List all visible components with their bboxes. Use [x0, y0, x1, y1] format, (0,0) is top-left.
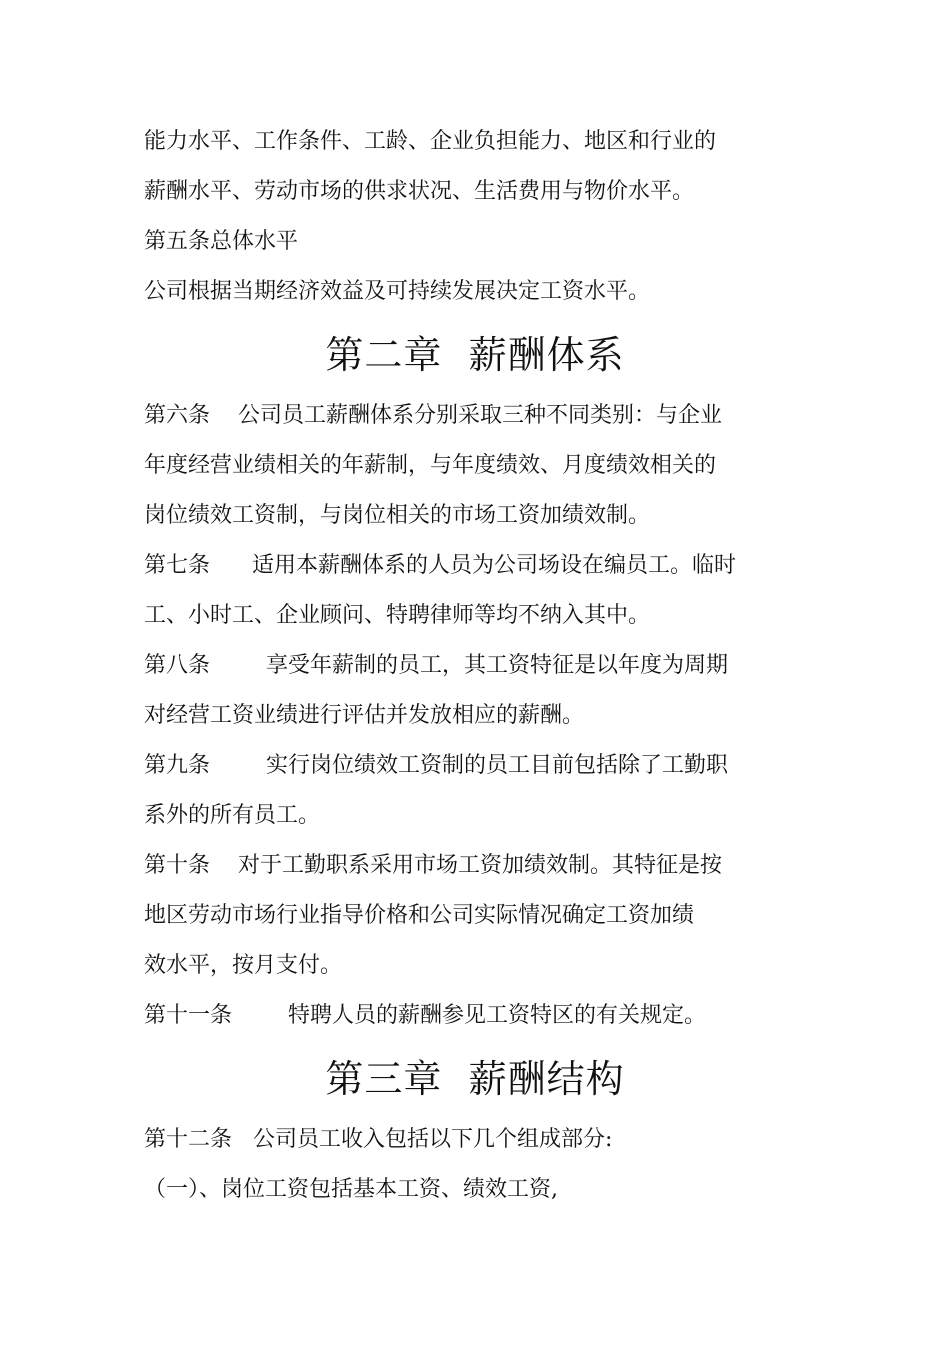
- article-9-line: 第九条 实行岗位绩效工资制的员工目前包括除了工勤职: [144, 753, 728, 778]
- article-6-line: 岗位绩效工资制，与岗位相关的市场工资加绩效制。: [144, 503, 651, 528]
- article-10-line: 地区劳动市场行业指导价格和公司实际情况确定工资加绩: [144, 903, 695, 928]
- article-heading: 第五条总体水平: [144, 229, 299, 254]
- article-6-line: 年度经营业绩相关的年薪制，与年度绩效、月度绩效相关的: [144, 453, 717, 478]
- article-6-line: 第六条 公司员工薪酬体系分别采取三种不同类别：与企业: [144, 403, 722, 428]
- chapter-2-title: 第二章 薪酬体系: [325, 333, 625, 377]
- article-7-line: 第七条 适用本薪酬体系的人员为公司场设在编员工。临时: [144, 553, 736, 578]
- article-12-line: 第十二条 公司员工收入包括以下几个组成部分:: [144, 1127, 613, 1152]
- article-9-line: 系外的所有员工。: [144, 803, 321, 828]
- article-10-line: 第十条 对于工勤职系采用市场工资加绩效制。其特征是按: [144, 853, 722, 878]
- article-7-line: 工、小时工、企业顾问、特聘律师等均不纳入其中。: [144, 603, 651, 628]
- text-line: 薪酬水平、劳动市场的供求状况、生活费用与物价水平。: [144, 179, 695, 204]
- list-item-line: （一）、岗位工资包括基本工资、绩效工资,: [144, 1177, 558, 1202]
- text-line: 能力水平、工作条件、工龄、企业负担能力、地区和行业的: [144, 129, 717, 154]
- article-8-line: 对经营工资业绩进行评估并发放相应的薪酬。: [144, 703, 585, 728]
- text-line: 公司根据当期经济效益及可持续发展决定工资水平。: [144, 279, 651, 304]
- article-8-line: 第八条 享受年薪制的员工，其工资特征是以年度为周期: [144, 653, 728, 678]
- chapter-3-title: 第三章 薪酬结构: [325, 1057, 625, 1101]
- article-10-line: 效水平，按月支付。: [144, 953, 343, 978]
- article-11-line: 第十一条 特聘人员的薪酬参见工资特区的有关规定。: [144, 1003, 706, 1028]
